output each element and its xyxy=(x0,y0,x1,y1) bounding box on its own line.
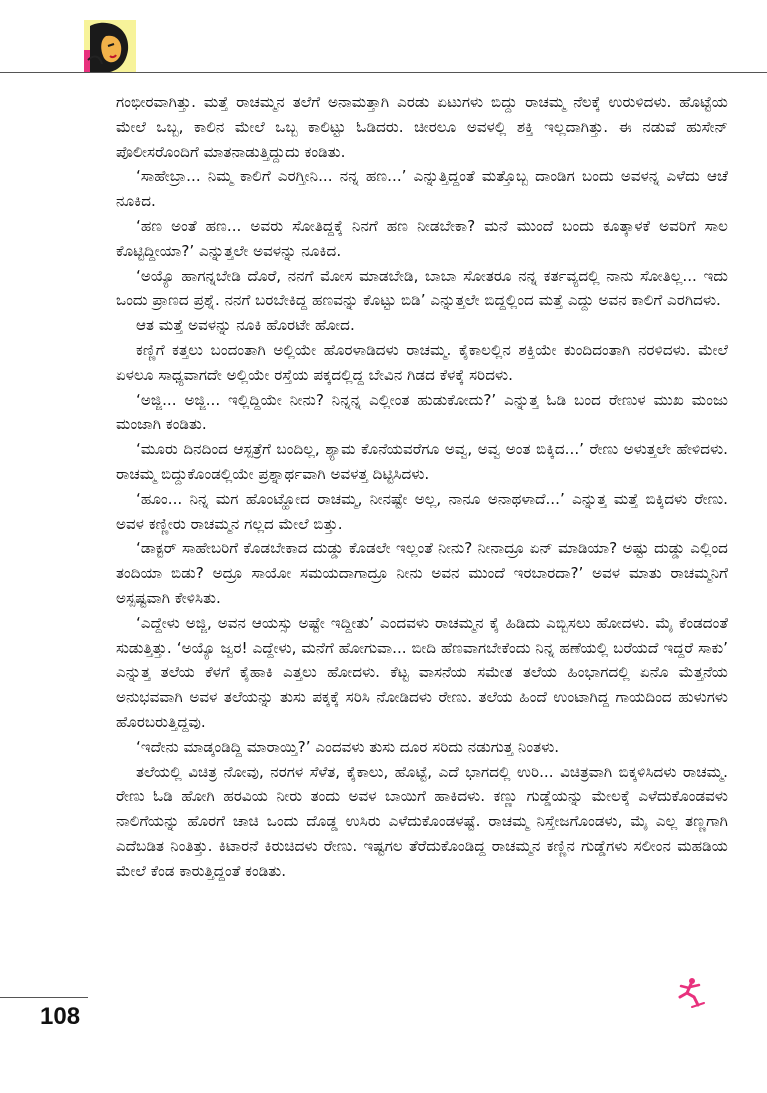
paragraph: ‘ಅಯ್ಯೊ ಹಾಗನ್ನಬೇಡಿ ದೊರೆ, ನನಗೆ ಮೋಸ ಮಾಡಬೇಡಿ, ಬಾಬಾ ಸೋತರೂ ನನ್ನ ಕರ್ತವ್ಯದಲ್ಲಿ ನಾನು ಸೋತಿಲ್ಲ... ಇದು ಒಂದು ಪ್ರಾಣದ ಪ್ರಶ್ನೆ. ನನಗೆ ಬರಬೇಕಿದ್ದ ಹಣವನ್ನು ಕೊಟ್ಟು ಬಿಡಿ’ ಎನ್ನುತ್ತಲೇ ಬಿದ್ದಲ್ಲಿಂದ ಮತ್ತೆ ಎದ್ದು ಅವನ ಕಾಲಿಗೆ ಎರಗಿದಳು. xyxy=(116,266,728,310)
header-rule xyxy=(0,72,767,73)
paragraph: ‘ಡಾಕ್ಟರ್ ಸಾಹೇಬರಿಗೆ ಕೊಡಬೇಕಾದ ದುಡ್ಡು ಕೊಡಲೇ ಇಲ್ಲಂತೆ ನೀನು? ನೀನಾದ್ರೂ ಏನ್ ಮಾಡಿಯಾ? ಅಷ್ಟು ದುಡ್ಡು ಎಲ್ಲಿಂದ ತಂದಿಯಾ ಬಿಡು? ಅದ್ರೂ ಸಾಯೋ ಸಮಯದಾಗಾದ್ರೂ ನೀನು ಅವನ ಮುಂದೆ ಇರಬಾರದಾ?’ ಅವಳ ಮಾತು ರಾಚಮ್ಮನಿಗೆ ಅಸ್ಪಷ್ಟವಾಗಿ ಕೇಳಿಸಿತು. xyxy=(116,539,728,607)
paragraph: ತಲೆಯಲ್ಲಿ ವಿಚಿತ್ರ ನೋವು, ನರಗಳ ಸೆಳೆತ, ಕೈಕಾಲು, ಹೊಟ್ಟೆ, ಎದೆ ಭಾಗದಲ್ಲಿ ಉರಿ... ವಿಚಿತ್ರವಾಗಿ ಬಿಕ್ಕಳಿಸಿದಳು ರಾಚಮ್ಮ. ರೇಣು ಓಡಿ ಹೋಗಿ ಹರವಿಯ ನೀರು ತಂದು ಅವಳ ಬಾಯಿಗೆ ಹಾಕಿದಳು. ಕಣ್ಣು ಗುಡ್ಡೆಯನ್ನು ಮೇಲಕ್ಕೆ ಎಳೆದುಕೊಂಡವಳು ನಾಲಿಗೆಯನ್ನು ಹೊರಗೆ ಚಾಚಿ ಒಂದು ದೊಡ್ಡ ಉಸಿರು ಎಳೆದುಕೊಂಡಳಷ್ಟೆ. ರಾಚಮ್ಮ ನಿಸ್ತೇಜಗೊಂಡಳು, ಮೈ ಎಲ್ಲ ತಣ್ಣಗಾಗಿ ಎದೆಬಡಿತ ನಿಂತಿತ್ತು. ಕಿಟಾರನೆ ಕಿರುಚಿದಳು ರೇಣು. ಇಷ್ಟಗಲ ತೆರೆದುಕೊಂಡಿದ್ದ ರಾಚಮ್ಮನ ಕಣ್ಣಿನ ಗುಡ್ಡೆಗಳು ಸಲೀಂನ ಮಹಡಿಯ ಮೇಲೆ ಕೆಂಡ ಕಾರುತ್ತಿದ್ದಂತೆ ಕಂಡಿತು. xyxy=(116,762,728,880)
paragraph: ಕಣ್ಣಿಗೆ ಕತ್ತಲು ಬಂದಂತಾಗಿ ಅಲ್ಲಿಯೇ ಹೊರಳಾಡಿದಳು ರಾಚಮ್ಮ. ಕೈಕಾಲಲ್ಲಿನ ಶಕ್ತಿಯೇ ಕುಂದಿದಂತಾಗಿ ನರಳಿದಳು. ಮೇಲೆ ಏಳಲೂ ಸಾಧ್ಯವಾಗದೇ ಅಲ್ಲಿಯೇ ರಸ್ತೆಯ ಪಕ್ಕದಲ್ಲಿದ್ದ ಬೇವಿನ ಗಿಡದ ಕೆಳಕ್ಕೆ ಸರಿದಳು. xyxy=(116,340,728,384)
paragraph: ಗಂಭೀರವಾಗಿತ್ತು. ಮತ್ತೆ ರಾಚಮ್ಮನ ತಲೆಗೆ ಅನಾಮತ್ತಾಗಿ ಎರಡು ಏಟುಗಳು ಬಿದ್ದು ರಾಚಮ್ಮ ನೆಲಕ್ಕೆ ಉರುಳಿದಳು. ಹೊಟ್ಟೆಯ ಮೇಲೆ ಒಬ್ಬ, ಕಾಲಿನ ಮೇಲೆ ಒಬ್ಬ ಕಾಲಿಟ್ಟು ಓಡಿದರು. ಚೀರಲೂ ಅವಳಲ್ಲಿ ಶಕ್ತಿ ಇಲ್ಲದಾಗಿತ್ತು. ಈ ನಡುವೆ ಹುಸೇನ್ ಪೊಲೀಸರೊಂದಿಗೆ ಮಾತನಾಡುತ್ತಿದ್ದುದು ಕಂಡಿತು. xyxy=(116,93,728,161)
body-text xyxy=(116,90,728,884)
page-number: 108 xyxy=(40,1003,81,1030)
paragraph: ‘ಮೂರು ದಿನದಿಂದ ಆಸ್ಪತ್ರೆಗೆ ಬಂದಿಲ್ಲ, ಶ್ಯಾಮ ಕೊನೆಯವರೆಗೂ ಅವ್ವ, ಅವ್ವ ಅಂತ ಬಿಕ್ಕಿದ...’ ರೇಣು ಅಳುತ್ತಲೇ ಹೇಳಿದಳು. ರಾಚಮ್ಮ ಬಿದ್ದುಕೊಂಡಲ್ಲಿಯೇ ಪ್ರಶ್ನಾರ್ಥವಾಗಿ ಅವಳತ್ತ ದಿಟ್ಟಿಸಿದಳು. xyxy=(116,440,728,483)
woman-face-logo-icon xyxy=(84,20,136,72)
paragraph: ‘ಅಜ್ಜಿ... ಅಜ್ಜಿ... ಇಲ್ಲಿದ್ದಿಯೇ ನೀನು? ನಿನ್ನನ್ನ ಎಲ್ಲೀಂತ ಹುಡುಕೋದು?’ ಎನ್ನುತ್ತ ಓಡಿ ಬಂದ ರೇಣುಳ ಮುಖ ಮಂಜು ಮಂಜಾಗಿ ಕಂಡಿತು. xyxy=(116,390,728,434)
paragraph: ‘ಹೂಂ... ನಿನ್ನ ಮಗ ಹೊಂಟ್ಹೋದ ರಾಚಮ್ಮ, ನೀನಷ್ಟೇ ಅಲ್ಲ, ನಾನೂ ಅನಾಥಳಾದೆ...’ ಎನ್ನುತ್ತ ಮತ್ತೆ ಬಿಕ್ಕಿದಳು ರೇಣು. ಅವಳ ಕಣ್ಣೀರು ರಾಚಮ್ಮನ ಗಲ್ಲದ ಮೇಲೆ ಬಿತ್ತು. xyxy=(116,489,728,533)
paragraph: ‘ಸಾಹೇಬ್ರಾ... ನಿಮ್ಮ ಕಾಲಿಗೆ ಎರಗ್ತೀನಿ... ನನ್ನ ಹಣ...’ ಎನ್ನುತ್ತಿದ್ದಂತೆ ಮತ್ತೊಬ್ಬ ದಾಂಡಿಗ ಬಂದು ಅವಳನ್ನ ಎಳೆದು ಆಚೆ ನೂಕಿದ. xyxy=(116,167,728,211)
paragraph: ‘ಎದ್ದೇಳು ಅಜ್ಜಿ, ಅವನ ಆಯಸ್ಸು ಅಷ್ಟೇ ಇದ್ದೀತು’ ಎಂದವಳು ರಾಚಮ್ಮನ ಕೈ ಹಿಡಿದು ಎಬ್ಬಿಸಲು ಹೋದಳು. ಮೈ ಕೆಂಡದಂತೆ ಸುಡುತ್ತಿತ್ತು. ‘ಅಯ್ಯೊ ಜ್ವರ! ಎದ್ದೇಳು, ಮನೆಗೆ ಹೋಗುವಾ... ಬೀದಿ ಹೆಣವಾಗಬೇಕೆಂದು ನಿನ್ನ ಹಣೆಯಲ್ಲಿ ಬರೆಯದೆ ಇದ್ದರೆ ಸಾಕು’ ಎನ್ನುತ್ತ ತಲೆಯ ಕೆಳಗೆ ಕೈಹಾಕಿ ಎತ್ತಲು ಹೋದಳು. ಕೆಟ್ಟ ವಾಸನೆಯ ಸಮೇತ ತಲೆಯ ಹಿಂಭಾಗದಲ್ಲಿ ಏನೊ ಮೆತ್ತನೆಯ ಅನುಭವವಾಗಿ ಅವಳ ತಲೆಯನ್ನು ತುಸು ಪಕ್ಕಕ್ಕೆ ಸರಿಸಿ ನೋಡಿದಳು ರೇಣು. ತಲೆಯ ಹಿಂದೆ ಉಂಟಾಗಿದ್ದ ಗಾಯದಿಂದ ಹುಳುಗಳು ಹೊರಬರುತ್ತಿದ್ದವು. xyxy=(116,613,728,731)
footer-rule xyxy=(0,997,88,998)
paragraph: ‘ಇದೇನು ಮಾಡ್ಕಂಡಿದ್ದಿ ಮಾರಾಯ್ತಿ?’ ಎಂದವಳು ತುಸು ದೂರ ಸರಿದು ನಡುಗುತ್ತ ನಿಂತಳು. xyxy=(136,737,560,756)
paragraph: ಆತ ಮತ್ತೆ ಅವಳನ್ನು ನೂಕಿ ಹೊರಟೇ ಹೋದ. xyxy=(136,316,355,335)
skater-icon xyxy=(672,975,708,1011)
paragraph: ‘ಹಣ ಅಂತೆ ಹಣ... ಅವರು ಸೋತಿದ್ದಕ್ಕೆ ನಿನಗೆ ಹಣ ನೀಡಬೇಕಾ? ಮನೆ ಮುಂದೆ ಬಂದು ಕೂತ್ಕಾಳಕೆ ಅವರಿಗೆ ಸಾಲ ಕೊಟ್ಟಿದ್ದೀಯಾ?’ ಎನ್ನುತ್ತಲೇ ಅವಳನ್ನು ನೂಕಿದ. xyxy=(116,216,728,260)
